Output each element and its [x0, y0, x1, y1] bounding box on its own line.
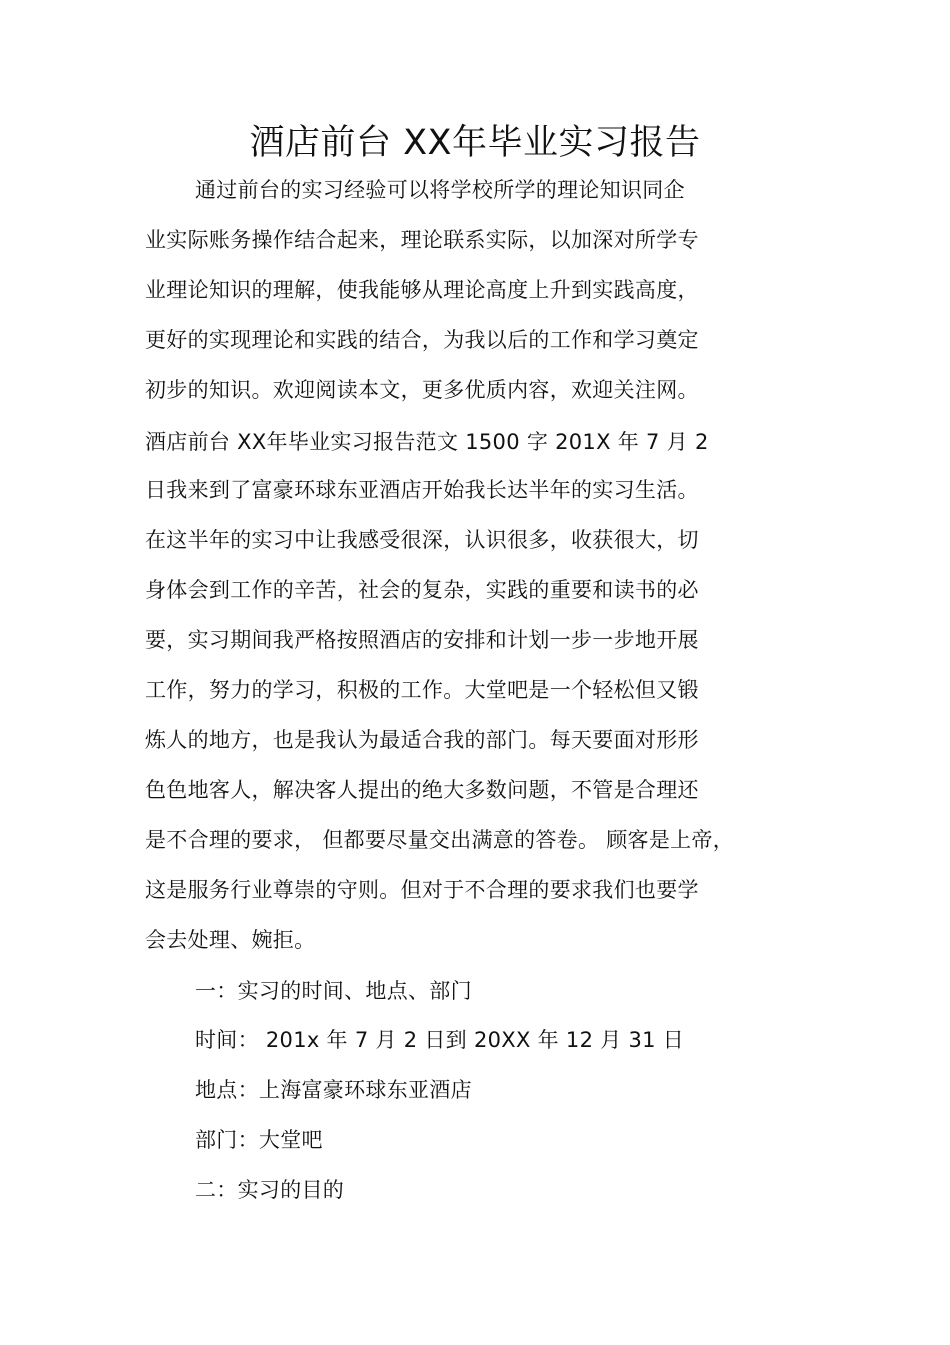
- paragraph-line: 会去处理、婉拒。: [145, 928, 316, 952]
- time-line: 时间： 201x 年 7 月 2 日到 20XX 年 12 月 31 日: [195, 1028, 685, 1052]
- place-line: 地点：上海富豪环球东亚酒店: [195, 1078, 472, 1102]
- paragraph-line: 酒店前台 XX年毕业实习报告范文 1500 字 201X 年 7 月 2: [145, 430, 709, 454]
- section-heading: 二：实习的目的: [195, 1178, 345, 1202]
- paragraph-line: 身体会到工作的辛苦，社会的复杂，实践的重要和读书的必: [145, 578, 699, 602]
- paragraph-line: 是不合理的要求， 但都要尽量交出满意的答卷。 顾客是上帝，: [145, 828, 735, 852]
- paragraph-line: 业实际账务操作结合起来，理论联系实际，以加深对所学专: [145, 228, 699, 252]
- paragraph-line: 日我来到了富豪环球东亚酒店开始我长达半年的实习生活。: [145, 478, 699, 502]
- paragraph-line: 更好的实现理论和实践的结合，为我以后的工作和学习奠定: [145, 328, 699, 352]
- paragraph-line: 色色地客人，解决客人提出的绝大多数问题，不管是合理还: [145, 778, 699, 802]
- paragraph-line: 炼人的地方，也是我认为最适合我的部门。每天要面对形形: [145, 728, 699, 752]
- paragraph-line: 工作，努力的学习，积极的工作。大堂吧是一个轻松但又锻: [145, 678, 699, 702]
- section-heading: 一：实习的时间、地点、部门: [195, 979, 472, 1003]
- paragraph-line: 通过前台的实习经验可以将学校所学的理论知识同企: [195, 178, 685, 202]
- paragraph-line: 这是服务行业尊崇的守则。但对于不合理的要求我们也要学: [145, 878, 699, 902]
- paragraph-line: 初步的知识。欢迎阅读本文，更多优质内容，欢迎关注网。: [145, 378, 699, 402]
- document-title: 酒店前台 XX年毕业实习报告: [249, 123, 701, 163]
- paragraph-line: 要，实习期间我严格按照酒店的安排和计划一步一步地开展: [145, 628, 699, 652]
- paragraph-line: 业理论知识的理解，使我能够从理论高度上升到实践高度，: [145, 278, 699, 302]
- department-line: 部门：大堂吧: [195, 1128, 323, 1152]
- paragraph-line: 在这半年的实习中让我感受很深，认识很多，收获很大，切: [145, 528, 699, 552]
